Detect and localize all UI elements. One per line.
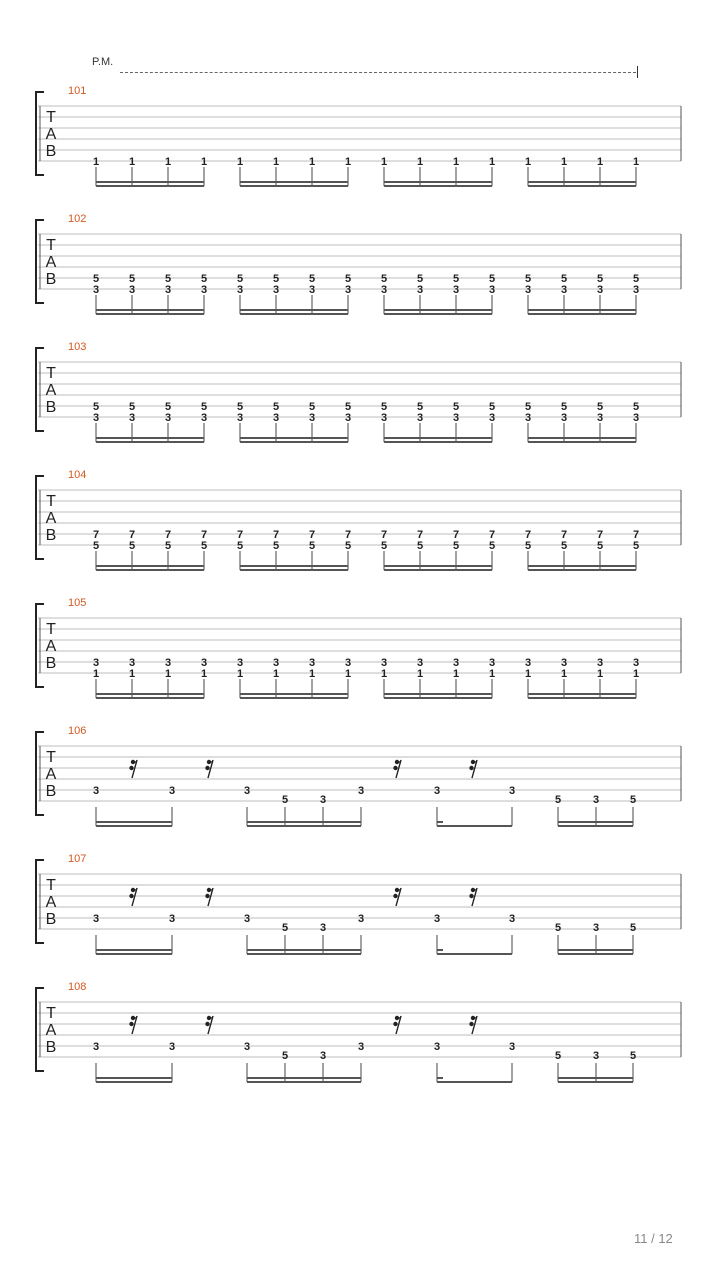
measure-number: 103 <box>68 341 87 353</box>
fret-number: 1 <box>128 156 136 168</box>
fret-number: 3 <box>416 284 424 296</box>
fret-number: 5 <box>200 540 208 552</box>
fret-number: 3 <box>236 412 244 424</box>
tab-clef-letter: A <box>45 382 57 399</box>
beam <box>384 313 492 315</box>
fret-number: 1 <box>200 668 208 680</box>
fret-number: 7 <box>380 529 388 541</box>
sixteenth-rest-dot <box>393 894 397 898</box>
fret-number: 3 <box>92 785 100 797</box>
fret-number: 3 <box>560 412 568 424</box>
fret-number: 7 <box>452 529 460 541</box>
beam <box>240 181 348 183</box>
beam <box>240 437 348 439</box>
fret-number: 3 <box>560 284 568 296</box>
beam <box>96 1081 172 1083</box>
fret-number: 3 <box>488 284 496 296</box>
fret-number: 3 <box>508 1041 516 1053</box>
beam <box>240 693 348 695</box>
fret-number: 5 <box>344 540 352 552</box>
fret-number: 5 <box>128 401 136 413</box>
fret-number: 7 <box>344 529 352 541</box>
beam <box>96 313 204 315</box>
fret-number: 7 <box>236 529 244 541</box>
beam <box>247 1081 361 1083</box>
fret-number: 1 <box>92 668 100 680</box>
beam <box>384 181 492 183</box>
sixteenth-rest-dot <box>129 894 133 898</box>
fret-number: 3 <box>452 284 460 296</box>
beam <box>384 697 492 699</box>
fret-number: 5 <box>272 401 280 413</box>
fret-number: 3 <box>560 657 568 669</box>
beam <box>528 181 636 183</box>
sixteenth-rest-dot <box>393 1022 397 1026</box>
fret-number: 3 <box>319 1050 327 1062</box>
fret-number: 3 <box>272 657 280 669</box>
fret-number: 3 <box>524 284 532 296</box>
fret-number: 3 <box>592 922 600 934</box>
beam <box>558 953 633 955</box>
fret-number: 3 <box>357 1041 365 1053</box>
beam <box>240 565 348 567</box>
fret-number: 3 <box>92 284 100 296</box>
fret-number: 3 <box>272 284 280 296</box>
beam <box>558 821 633 823</box>
tab-clef-letter: A <box>45 510 57 527</box>
fret-number: 3 <box>164 412 172 424</box>
fret-number: 3 <box>592 794 600 806</box>
beam <box>96 569 204 571</box>
fret-number: 3 <box>488 412 496 424</box>
fret-number: 3 <box>380 284 388 296</box>
fret-number: 5 <box>629 922 637 934</box>
fret-number: 5 <box>272 273 280 285</box>
fret-number: 3 <box>452 412 460 424</box>
fret-number: 5 <box>308 273 316 285</box>
fret-number: 3 <box>380 412 388 424</box>
beam <box>437 1081 512 1083</box>
beam <box>528 309 636 311</box>
fret-number: 3 <box>592 1050 600 1062</box>
fret-number: 5 <box>596 401 604 413</box>
fret-number: 7 <box>200 529 208 541</box>
fret-number: 5 <box>236 540 244 552</box>
fret-number: 5 <box>632 273 640 285</box>
fret-number: 1 <box>416 668 424 680</box>
fret-number: 5 <box>560 401 568 413</box>
sixteenth-rest-dot <box>205 766 209 770</box>
fret-number: 3 <box>357 913 365 925</box>
beam <box>96 693 204 695</box>
fret-number: 5 <box>164 273 172 285</box>
beam <box>240 185 348 187</box>
measure-number: 107 <box>68 853 87 865</box>
fret-number: 1 <box>308 668 316 680</box>
fret-number: 5 <box>272 540 280 552</box>
sixteenth-rest-dot <box>205 1022 209 1026</box>
sixteenth-rest-dot <box>469 894 473 898</box>
fret-number: 3 <box>128 284 136 296</box>
beam <box>437 953 512 955</box>
beam <box>384 441 492 443</box>
fret-number: 5 <box>128 540 136 552</box>
fret-number: 3 <box>92 913 100 925</box>
fret-number: 7 <box>632 529 640 541</box>
fret-number: 3 <box>308 657 316 669</box>
measure-number: 102 <box>68 213 87 225</box>
fret-number: 3 <box>319 794 327 806</box>
beam <box>247 953 361 955</box>
fret-number: 5 <box>488 401 496 413</box>
tab-clef-letter: B <box>45 655 57 672</box>
fret-number: 5 <box>596 273 604 285</box>
tab-clef-letter: A <box>45 894 57 911</box>
fret-number: 7 <box>92 529 100 541</box>
fret-number: 5 <box>488 273 496 285</box>
fret-number: 3 <box>433 1041 441 1053</box>
fret-number: 3 <box>433 785 441 797</box>
fret-number: 3 <box>272 412 280 424</box>
beam <box>247 949 361 951</box>
beam <box>247 825 361 827</box>
fret-number: 1 <box>416 156 424 168</box>
beam <box>240 313 348 315</box>
fret-number: 3 <box>168 913 176 925</box>
fret-number: 3 <box>632 412 640 424</box>
fret-number: 3 <box>200 412 208 424</box>
fret-number: 5 <box>560 273 568 285</box>
fret-number: 5 <box>560 540 568 552</box>
tab-clef-letter: A <box>45 1022 57 1039</box>
fret-number: 3 <box>243 1041 251 1053</box>
beam <box>96 953 172 955</box>
fret-number: 5 <box>596 540 604 552</box>
fret-number: 1 <box>164 668 172 680</box>
measure-number: 105 <box>68 597 87 609</box>
fret-number: 3 <box>236 284 244 296</box>
tab-clef-letter: T <box>46 237 56 254</box>
fret-number: 5 <box>200 273 208 285</box>
sixteenth-rest-dot <box>129 766 133 770</box>
fret-number: 3 <box>128 412 136 424</box>
fret-number: 5 <box>308 401 316 413</box>
fret-number: 3 <box>344 284 352 296</box>
fret-number: 7 <box>596 529 604 541</box>
tab-clef-letter: T <box>46 877 56 894</box>
tab-clef-letter: B <box>45 783 57 800</box>
fret-number: 3 <box>524 412 532 424</box>
fret-number: 1 <box>344 156 352 168</box>
tab-clef-letter: T <box>46 365 56 382</box>
beam-stub <box>437 1077 443 1079</box>
fret-number: 3 <box>380 657 388 669</box>
fret-number: 5 <box>416 401 424 413</box>
fret-number: 3 <box>164 657 172 669</box>
fret-number: 3 <box>243 913 251 925</box>
fret-number: 3 <box>308 284 316 296</box>
fret-number: 3 <box>433 913 441 925</box>
fret-number: 1 <box>632 156 640 168</box>
fret-number: 1 <box>452 668 460 680</box>
beam <box>96 821 172 823</box>
fret-number: 5 <box>200 401 208 413</box>
fret-number: 3 <box>524 657 532 669</box>
fret-number: 7 <box>488 529 496 541</box>
measure-number: 101 <box>68 85 87 97</box>
fret-number: 5 <box>554 1050 562 1062</box>
beam <box>528 437 636 439</box>
fret-number: 3 <box>488 657 496 669</box>
beam-stub <box>437 949 443 951</box>
fret-number: 5 <box>554 794 562 806</box>
fret-number: 1 <box>596 156 604 168</box>
fret-number: 1 <box>524 156 532 168</box>
beam <box>528 565 636 567</box>
beam <box>528 441 636 443</box>
fret-number: 5 <box>281 922 289 934</box>
beam <box>558 1077 633 1079</box>
fret-number: 3 <box>357 785 365 797</box>
fret-number: 1 <box>236 156 244 168</box>
fret-number: 3 <box>236 657 244 669</box>
fret-number: 1 <box>344 668 352 680</box>
fret-number: 3 <box>632 657 640 669</box>
fret-number: 1 <box>596 668 604 680</box>
beam <box>528 697 636 699</box>
fret-number: 3 <box>596 412 604 424</box>
fret-number: 1 <box>560 156 568 168</box>
fret-number: 1 <box>308 156 316 168</box>
fret-number: 7 <box>308 529 316 541</box>
fret-number: 1 <box>272 668 280 680</box>
beam <box>528 313 636 315</box>
fret-number: 5 <box>344 273 352 285</box>
fret-number: 1 <box>488 156 496 168</box>
fret-number: 3 <box>92 412 100 424</box>
fret-number: 3 <box>92 657 100 669</box>
fret-number: 3 <box>416 657 424 669</box>
sixteenth-rest-dot <box>469 1022 473 1026</box>
sixteenth-rest-dot <box>205 894 209 898</box>
fret-number: 7 <box>128 529 136 541</box>
beam <box>96 565 204 567</box>
fret-number: 3 <box>164 284 172 296</box>
fret-number: 5 <box>164 401 172 413</box>
measure-number: 106 <box>68 725 87 737</box>
fret-number: 5 <box>92 273 100 285</box>
beam <box>96 181 204 183</box>
fret-number: 5 <box>452 273 460 285</box>
fret-number: 3 <box>508 785 516 797</box>
beam <box>247 1077 361 1079</box>
fret-number: 1 <box>236 668 244 680</box>
tab-clef-letter: T <box>46 493 56 510</box>
beam <box>558 949 633 951</box>
fret-number: 3 <box>596 657 604 669</box>
beam <box>96 1077 172 1079</box>
fret-number: 3 <box>308 412 316 424</box>
fret-number: 5 <box>308 540 316 552</box>
fret-number: 3 <box>168 1041 176 1053</box>
fret-number: 1 <box>452 156 460 168</box>
fret-number: 1 <box>488 668 496 680</box>
beam <box>558 825 633 827</box>
fret-number: 5 <box>629 794 637 806</box>
beam <box>240 441 348 443</box>
fret-number: 7 <box>164 529 172 541</box>
fret-number: 3 <box>200 284 208 296</box>
fret-number: 5 <box>164 540 172 552</box>
beam <box>528 185 636 187</box>
fret-number: 1 <box>164 156 172 168</box>
fret-number: 7 <box>416 529 424 541</box>
fret-number: 1 <box>524 668 532 680</box>
fret-number: 5 <box>236 273 244 285</box>
fret-number: 5 <box>344 401 352 413</box>
fret-number: 3 <box>344 412 352 424</box>
measure-number: 104 <box>68 469 87 481</box>
fret-number: 1 <box>128 668 136 680</box>
tab-clef-letter: A <box>45 638 57 655</box>
tab-clef-letter: B <box>45 911 57 928</box>
fret-number: 7 <box>272 529 280 541</box>
beam <box>528 693 636 695</box>
tab-clef-letter: T <box>46 621 56 638</box>
tab-clef-letter: B <box>45 1039 57 1056</box>
tab-clef-letter: T <box>46 109 56 126</box>
beam <box>384 693 492 695</box>
fret-number: 5 <box>92 540 100 552</box>
fret-number: 3 <box>452 657 460 669</box>
page-number: 11 / 12 <box>634 1231 673 1246</box>
fret-number: 5 <box>92 401 100 413</box>
tab-clef-letter: A <box>45 254 57 271</box>
fret-number: 7 <box>524 529 532 541</box>
beam <box>384 309 492 311</box>
beam <box>528 569 636 571</box>
fret-number: 5 <box>524 273 532 285</box>
fret-number: 1 <box>200 156 208 168</box>
beam <box>247 821 361 823</box>
fret-number: 5 <box>281 1050 289 1062</box>
fret-number: 3 <box>416 412 424 424</box>
fret-number: 5 <box>632 401 640 413</box>
fret-number: 5 <box>554 922 562 934</box>
fret-number: 7 <box>560 529 568 541</box>
beam <box>558 1081 633 1083</box>
fret-number: 5 <box>416 540 424 552</box>
fret-number: 3 <box>319 922 327 934</box>
tab-clef-letter: T <box>46 1005 56 1022</box>
fret-number: 3 <box>128 657 136 669</box>
beam <box>96 825 172 827</box>
fret-number: 1 <box>92 156 100 168</box>
beam <box>96 185 204 187</box>
fret-number: 1 <box>380 156 388 168</box>
fret-number: 5 <box>632 540 640 552</box>
tab-clef-letter: A <box>45 126 57 143</box>
fret-number: 5 <box>380 401 388 413</box>
fret-number: 5 <box>452 401 460 413</box>
tab-clef-letter: A <box>45 766 57 783</box>
fret-number: 1 <box>380 668 388 680</box>
sixteenth-rest-dot <box>129 1022 133 1026</box>
sixteenth-rest-dot <box>469 766 473 770</box>
tab-clef-letter: B <box>45 271 57 288</box>
fret-number: 1 <box>272 156 280 168</box>
beam <box>96 309 204 311</box>
fret-number: 3 <box>92 1041 100 1053</box>
tab-clef-letter: B <box>45 527 57 544</box>
fret-number: 5 <box>629 1050 637 1062</box>
fret-number: 3 <box>632 284 640 296</box>
fret-number: 5 <box>524 401 532 413</box>
fret-number: 5 <box>380 540 388 552</box>
beam <box>240 569 348 571</box>
fret-number: 3 <box>508 913 516 925</box>
fret-number: 5 <box>380 273 388 285</box>
fret-number: 3 <box>344 657 352 669</box>
palm-mute-label: P.M. <box>92 56 114 68</box>
beam <box>384 569 492 571</box>
fret-number: 3 <box>168 785 176 797</box>
fret-number: 5 <box>452 540 460 552</box>
fret-number: 5 <box>236 401 244 413</box>
beam <box>384 437 492 439</box>
beam <box>437 825 512 827</box>
fret-number: 5 <box>416 273 424 285</box>
beam <box>384 565 492 567</box>
fret-number: 5 <box>488 540 496 552</box>
tab-clef-letter: B <box>45 143 57 160</box>
tab-clef-letter: T <box>46 749 56 766</box>
fret-number: 3 <box>200 657 208 669</box>
beam <box>96 437 204 439</box>
beam <box>240 309 348 311</box>
beam <box>240 697 348 699</box>
fret-number: 3 <box>596 284 604 296</box>
beam-stub <box>437 821 443 823</box>
fret-number: 5 <box>524 540 532 552</box>
fret-number: 3 <box>243 785 251 797</box>
tab-clef-letter: B <box>45 399 57 416</box>
beam <box>96 949 172 951</box>
measure-number: 108 <box>68 981 87 993</box>
fret-number: 5 <box>281 794 289 806</box>
fret-number: 5 <box>128 273 136 285</box>
fret-number: 1 <box>560 668 568 680</box>
beam <box>96 697 204 699</box>
sixteenth-rest-dot <box>393 766 397 770</box>
beam <box>384 185 492 187</box>
beam <box>96 441 204 443</box>
fret-number: 1 <box>632 668 640 680</box>
